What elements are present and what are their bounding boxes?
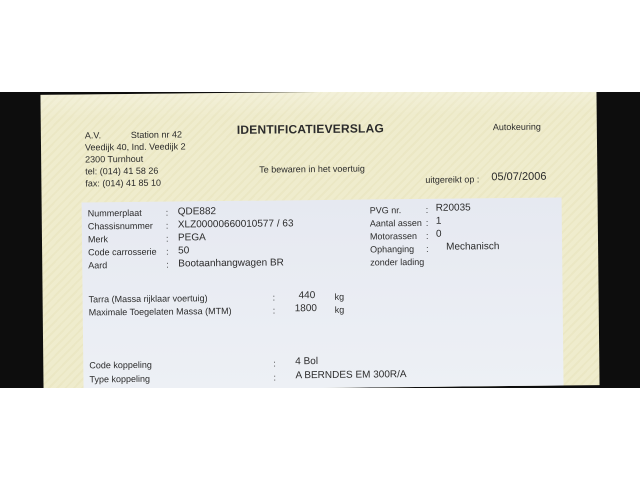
- label-pvg-number: PVG nr.: [369, 205, 402, 216]
- label-body-code: Code carrosserie: [88, 246, 157, 258]
- issued-date: 05/07/2006: [491, 170, 547, 184]
- label-suspension: Ophanging: [370, 244, 415, 255]
- colon: :: [273, 358, 276, 369]
- colon: :: [425, 217, 429, 228]
- label-make: Merk: [87, 234, 109, 245]
- colon: :: [272, 292, 276, 303]
- colon: :: [165, 220, 169, 231]
- paper-sheen: [40, 92, 596, 119]
- colon: :: [165, 207, 169, 218]
- org-name: A.V.: [84, 130, 102, 141]
- label-coupling-type: Type koppeling: [89, 373, 151, 385]
- vehicle-data-panel: [82, 197, 564, 388]
- label-chassis-number: Chassisnummer: [87, 220, 153, 232]
- station-number: Station nr 42: [130, 129, 182, 140]
- issued-label: uitgereikt op :: [425, 174, 480, 185]
- telephone: tel: (014) 41 58 26: [85, 165, 159, 177]
- inspection-badge: Autokeuring: [492, 121, 541, 133]
- value-axle-count: 1: [435, 215, 442, 227]
- colon: :: [425, 204, 429, 215]
- address-line-2: 2300 Turnhout: [85, 153, 144, 165]
- value-suspension: Mechanisch: [446, 241, 500, 253]
- document-photo: [0, 92, 640, 388]
- identification-document: [40, 92, 599, 388]
- label-axle-count: Aantal assen: [369, 217, 422, 229]
- colon: :: [425, 230, 429, 241]
- fax: fax: (014) 41 85 10: [85, 177, 162, 189]
- label-type: Aard: [88, 260, 108, 271]
- label-max-mass: Maximale Toegelaten Massa (MTM): [88, 305, 232, 318]
- colon: :: [165, 233, 169, 244]
- document-subtitle: Te bewaren in het voertuig: [259, 163, 365, 175]
- colon: :: [272, 305, 276, 316]
- value-max-mass: 1800: [294, 303, 318, 315]
- value-tare-mass: 440: [298, 290, 316, 302]
- label-number-plate: Nummerplaat: [87, 207, 142, 219]
- document-title: IDENTIFICATIEVERSLAG: [236, 121, 385, 137]
- colon: :: [166, 259, 169, 270]
- label-tare-mass: Tarra (Massa rijklaar voertuig): [88, 293, 208, 305]
- value-make: PEGA: [177, 232, 206, 244]
- value-drive-axles: 0: [435, 228, 442, 240]
- colon: :: [426, 243, 429, 254]
- colon: :: [273, 372, 277, 383]
- label-coupling-code: Code koppeling: [89, 359, 152, 371]
- address-line-1: Veedijk 40, Ind. Veedijk 2: [84, 141, 186, 153]
- label-unladen: zonder lading: [370, 256, 425, 268]
- value-pvg-number: R20035: [435, 202, 471, 214]
- colon: :: [166, 246, 169, 257]
- unit-tare-mass: kg: [334, 291, 345, 302]
- unit-max-mass: kg: [334, 304, 345, 315]
- value-coupling-code: 4 Bol: [295, 356, 319, 368]
- value-type: Bootaanhangwagen BR: [178, 257, 284, 270]
- label-drive-axles: Motorassen: [369, 230, 418, 242]
- value-coupling-type: A BERNDES EM 300R/A: [295, 369, 407, 382]
- value-body-code: 50: [178, 245, 190, 257]
- value-chassis-number: XLZ00000660010577 / 63: [177, 218, 294, 231]
- value-number-plate: QDE882: [177, 206, 217, 218]
